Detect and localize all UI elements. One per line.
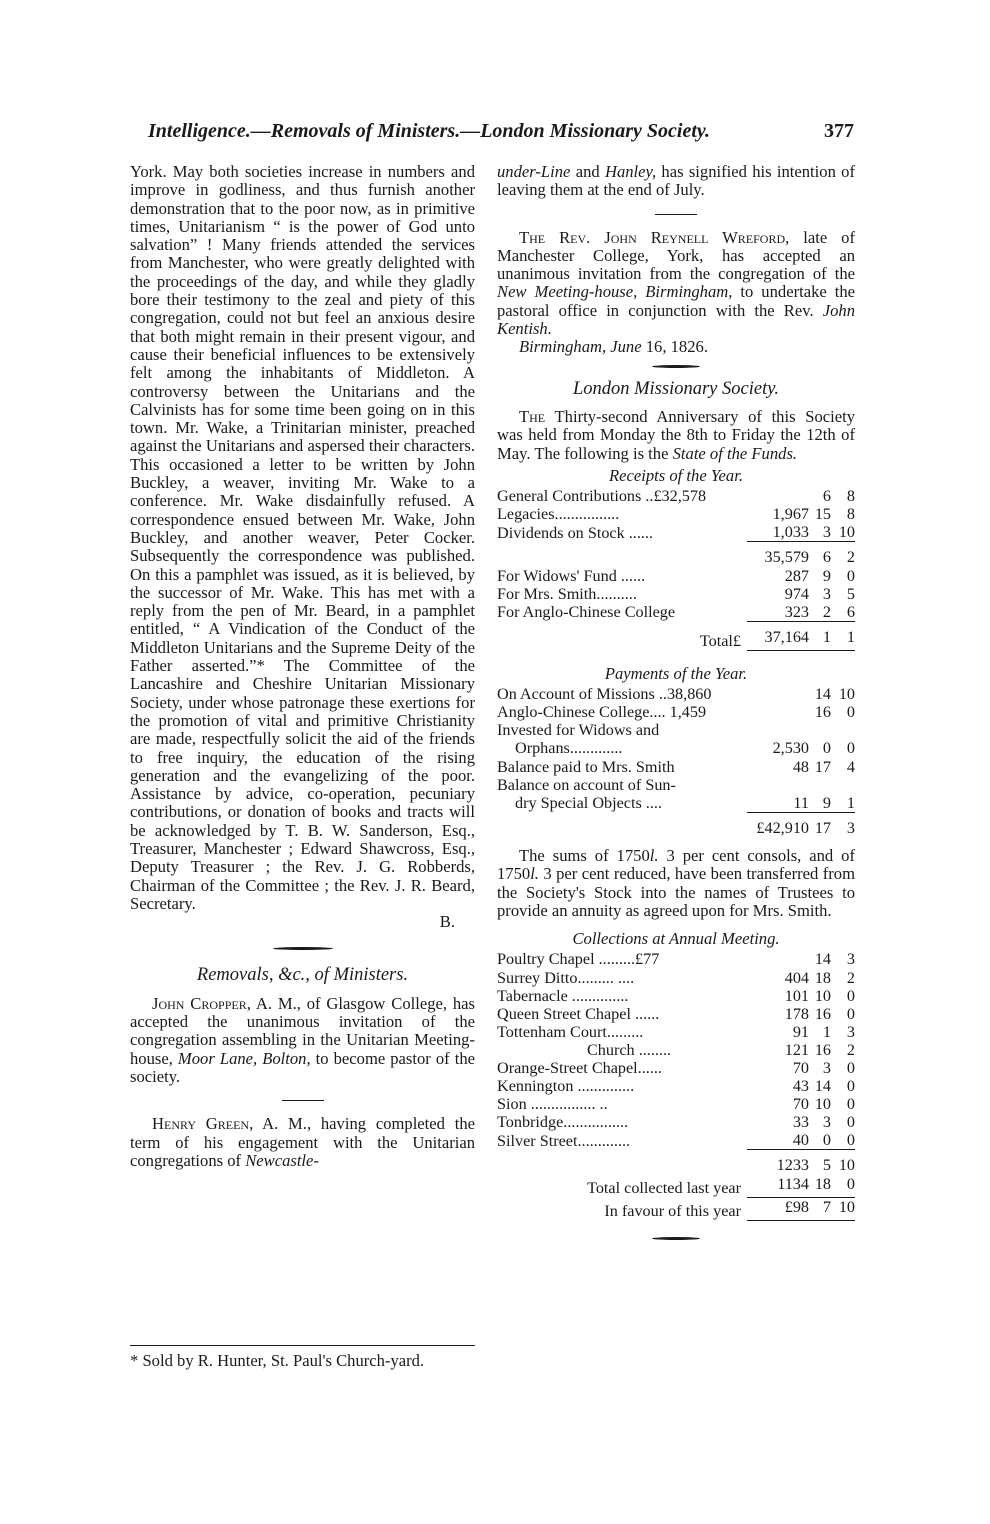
running-title: Intelligence.—Removals of Ministers.—London Missionary Society. [148, 120, 711, 142]
wreford-name: The Rev. John Reynell Wreford, [519, 227, 790, 247]
table-row [497, 542, 855, 567]
amount-pence: 10 [838, 523, 855, 542]
amount-shillings: 14 [814, 950, 831, 969]
table-row [497, 1005, 855, 1023]
green-place-cont: under-Line [497, 162, 571, 181]
cropper-name: John Cropper, [152, 993, 251, 1013]
amount-pounds: 43 [792, 1077, 809, 1096]
amount-shillings: 3 [822, 523, 831, 542]
row-label: Total£ [699, 632, 741, 651]
row-label: Church ........ [587, 1040, 672, 1059]
amount-pounds: 33 [792, 1113, 809, 1132]
table-row [497, 1150, 855, 1175]
cropper-end: to become pastor of the society. [130, 1048, 476, 1086]
amount-pounds: 1134 [747, 1175, 809, 1198]
table-row [497, 1113, 855, 1131]
amount-pence: 10 [831, 1197, 855, 1220]
table-row [497, 621, 855, 650]
amount-shillings: 0 [822, 1131, 831, 1150]
amount-shillings: 9 [822, 793, 831, 812]
table-row [497, 1059, 855, 1077]
amount-shillings: 18 [809, 1175, 831, 1198]
amount-pence: 8 [846, 505, 855, 524]
amount-pence: 4 [846, 757, 855, 776]
amount-shillings: 16 [814, 1004, 831, 1023]
row-label: In favour of this year [604, 1202, 741, 1221]
amount-pence: 10 [831, 1150, 855, 1175]
amount-pence: 0 [846, 1059, 855, 1077]
dateline-place: Birmingham, June [519, 337, 642, 357]
receipts-title: Receipts of the Year. [609, 465, 743, 485]
green-end: has signified his intention of leaving them at the end of July. [497, 162, 855, 200]
amount-pounds: 37,164 [747, 621, 809, 650]
table-row [497, 794, 855, 813]
collections-table [497, 950, 855, 1220]
amount-pounds: 2,530 [772, 739, 809, 758]
amount-pence: 0 [846, 1113, 855, 1132]
section-ornament [652, 365, 700, 368]
amount-pence: 3 [846, 1022, 855, 1041]
amount-pounds: 70 [792, 1059, 809, 1077]
sums-l2: l. [530, 864, 539, 884]
amount-pence [831, 721, 855, 739]
amount-shillings: 14 [814, 1077, 831, 1096]
row-label: Anglo-Chinese College.... 1,459 [497, 703, 707, 722]
row-label: Kennington .............. [497, 1077, 635, 1096]
row-label: For Anglo-Chinese College [497, 603, 676, 622]
divider-rule [282, 1100, 324, 1101]
amount-pence: 3 [831, 812, 855, 837]
footnote-rule [130, 1345, 475, 1346]
amount-pence: 0 [846, 566, 855, 585]
row-label: Total collected last year [587, 1179, 741, 1198]
sums-text-1: The sums of 1750 [519, 845, 650, 865]
running-header [148, 120, 854, 143]
amount-pounds: 70 [792, 1095, 809, 1114]
amount-shillings: 3 [822, 1113, 831, 1132]
amount-pence: 8 [846, 487, 855, 506]
amount-pounds: 1233 [747, 1150, 809, 1175]
amount-shillings: 5 [809, 1150, 831, 1175]
green-and: and [570, 162, 605, 181]
table-row [497, 523, 855, 542]
table-row [497, 1175, 855, 1198]
amount-shillings [809, 776, 831, 794]
amount-shillings [809, 721, 831, 739]
table-row [497, 703, 855, 721]
amount-pence: 1 [846, 793, 855, 812]
table-row [497, 1095, 855, 1113]
amount-shillings: 16 [814, 703, 831, 722]
green-text: A. M., having completed the term of his engagement with the Unitarian congregations of [130, 1114, 475, 1170]
table-row [497, 950, 855, 968]
amount-pence [831, 776, 855, 794]
row-label: General Contributions ..£32,578 [497, 487, 707, 506]
row-label: Orange-Street Chapel...... [497, 1059, 662, 1077]
amount-pounds: 121 [784, 1040, 809, 1059]
amount-pounds: £98 [747, 1197, 809, 1220]
amount-pounds: 1,033 [772, 523, 809, 542]
sums-text-3: 3 per cent reduced, have been transferred from the Society's Stock into the names of Trustees to provide an annuity as agreed upon for Mrs. Smith. [497, 864, 855, 920]
table-row [497, 1023, 855, 1041]
amount-pence: 0 [846, 739, 855, 758]
row-label: For Mrs. Smith.......... [497, 584, 637, 603]
amount-pence: 0 [846, 986, 855, 1005]
amount-shillings: 3 [822, 1059, 831, 1077]
amount-shillings: 15 [814, 505, 831, 524]
row-label: Silver Street............. [497, 1131, 631, 1150]
lms-intro [497, 408, 855, 463]
amount-pounds: 91 [792, 1022, 809, 1041]
amount-shillings: 10 [814, 1095, 831, 1114]
left-column [130, 163, 475, 1170]
amount-shillings: 16 [814, 1040, 831, 1059]
wreford-text2: to undertake the pastoral office in conjunction with the Rev. [497, 282, 856, 320]
table-row [497, 1131, 855, 1150]
table-row [497, 969, 855, 987]
receipts-table [497, 487, 855, 651]
signature: B. [439, 912, 455, 932]
table-row [497, 567, 855, 585]
lms-intro-caps: The [519, 406, 546, 426]
amount-pounds [747, 950, 809, 968]
cropper-paragraph [130, 995, 475, 1086]
row-label: Tottenham Court......... [497, 1022, 644, 1041]
table-row [497, 603, 855, 622]
row-label: Sion ................ .. [497, 1095, 608, 1114]
row-label: Legacies................ [497, 505, 620, 524]
page-number: 377 [824, 120, 854, 142]
amount-shillings: 0 [822, 739, 831, 758]
amount-shillings: 9 [822, 566, 831, 585]
wreford-text: late of Manchester College, York, has accepted an unanimous invitation from the congregation of the [497, 227, 856, 284]
amount-pounds: 11 [793, 793, 809, 812]
amount-shillings: 18 [814, 968, 831, 987]
amount-pounds: £42,910 [747, 812, 809, 837]
amount-pounds: 974 [784, 584, 809, 603]
wreford-rev: John Kentish. [497, 300, 855, 339]
dateline-date: 16, 1826. [641, 337, 708, 357]
amount-shillings: 17 [809, 812, 831, 837]
amount-shillings: 7 [809, 1197, 831, 1220]
row-label: Dividends on Stock ...... [497, 523, 654, 542]
amount-pounds: 1,967 [772, 505, 809, 524]
footnote: * Sold by R. Hunter, St. Paul's Church-yard. [130, 1351, 425, 1370]
amount-pence: 5 [846, 584, 855, 603]
amount-pounds: 40 [792, 1131, 809, 1150]
payments-title: Payments of the Year. [604, 663, 748, 683]
amount-pounds: 35,579 [747, 542, 809, 567]
amount-pounds [747, 721, 809, 739]
lms-title: London Missionary Society. [572, 378, 780, 399]
amount-pounds: 287 [784, 566, 809, 585]
table-row [497, 739, 855, 757]
row-label: Orphans............. [515, 739, 623, 758]
row-label: Poultry Chapel .........£77 [497, 950, 660, 969]
amount-shillings: 1 [809, 621, 831, 650]
table-row [497, 987, 855, 1005]
amount-shillings: 6 [809, 542, 831, 567]
table-row [497, 758, 855, 776]
dateline [497, 338, 855, 356]
amount-pounds [747, 685, 809, 703]
row-label [497, 1150, 747, 1175]
table-row [497, 812, 855, 837]
end-ornament [652, 1237, 700, 1240]
wreford-place: New Meeting-house, Birmingham, [497, 282, 733, 302]
amount-pence: 6 [846, 602, 855, 621]
table-row [497, 1077, 855, 1095]
green-place2: Hanley, [604, 162, 657, 181]
row-label: For Widows' Fund ...... [497, 566, 646, 585]
amount-pounds: 101 [784, 986, 809, 1005]
amount-shillings: 10 [814, 986, 831, 1005]
row-label: Tonbridge................ [497, 1113, 629, 1132]
amount-pence: 0 [846, 1004, 855, 1023]
amount-pence: 3 [846, 950, 855, 969]
sums-l1: l. [649, 845, 659, 865]
sums-paragraph [497, 847, 855, 920]
amount-pounds [747, 703, 809, 721]
divider-rule [655, 214, 697, 215]
amount-pence: 0 [846, 703, 855, 722]
table-row [497, 1041, 855, 1059]
amount-shillings: 3 [822, 584, 831, 603]
amount-shillings: 2 [822, 602, 831, 621]
row-label: Invested for Widows and [497, 721, 660, 740]
amount-pence: 0 [831, 1175, 855, 1198]
amount-pence: 0 [846, 1131, 855, 1150]
amount-pounds: 178 [784, 1004, 809, 1023]
amount-shillings: 1 [822, 1022, 831, 1041]
collections-title: Collections at Annual Meeting. [572, 929, 780, 949]
green-paragraph [130, 1115, 475, 1170]
row-label [497, 542, 747, 567]
row-label: Balance on account of Sun- [497, 775, 676, 794]
amount-pounds: 48 [792, 757, 809, 776]
row-label [497, 812, 747, 837]
table-row [497, 487, 855, 505]
green-name: Henry Green, [152, 1114, 254, 1134]
green-place: Newcastle- [245, 1150, 319, 1170]
amount-pence: 1 [831, 621, 855, 650]
amount-shillings: 14 [814, 685, 831, 704]
payments-table [497, 685, 855, 837]
cropper-text: A. M., of Glasgow College, has accepted the unanimous invitation of the congregation assembling in the Unitarian Meeting-house, [130, 993, 475, 1068]
section-ornament [273, 947, 333, 950]
row-label: On Account of Missions ..38,860 [497, 685, 712, 704]
lms-intro-text: Thirty-second Anniversary of this Society was held from Monday the 8th to Friday the 12th of May. The following is the [497, 406, 855, 463]
table-row [497, 721, 855, 739]
table-row [497, 505, 855, 523]
amount-pounds [747, 776, 809, 794]
table-row [497, 1197, 855, 1220]
row-label: Balance paid to Mrs. Smith [497, 757, 675, 776]
cropper-place: Moor Lane, Bolton, [177, 1048, 311, 1068]
right-column [497, 163, 855, 1256]
table-row [497, 685, 855, 703]
table-row [497, 776, 855, 794]
amount-pence: 0 [846, 1077, 855, 1096]
amount-pence: 2 [846, 1040, 855, 1059]
amount-pounds: 323 [784, 602, 809, 621]
wreford-paragraph [497, 229, 855, 339]
amount-pence: 0 [846, 1095, 855, 1114]
row-label: Tabernacle .............. [497, 986, 629, 1005]
amount-pence: 10 [838, 685, 855, 704]
lms-intro-italic: State of the Funds. [672, 443, 798, 463]
amount-pence: 2 [846, 968, 855, 987]
green-continuation [497, 163, 855, 200]
table-row [497, 585, 855, 603]
row-label: dry Special Objects .... [515, 794, 662, 813]
amount-pounds [747, 487, 809, 505]
amount-pounds: 404 [784, 968, 809, 987]
sums-text-2: 3 per cent consols, and of 1750 [497, 845, 855, 884]
amount-shillings: 17 [814, 757, 831, 776]
amount-shillings: 6 [822, 487, 831, 506]
amount-pence: 2 [831, 542, 855, 567]
removals-title: Removals, &c., of Ministers. [196, 965, 409, 986]
row-label: Queen Street Chapel ...... [497, 1004, 660, 1023]
row-label: Surrey Ditto......... .... [497, 968, 635, 987]
middleton-paragraph: York. May both societies increase in numbers and improve in godliness, and thus furnish another demonstration that to the poor now, as in primitive times, Unitarianism “ is the power of God unto salvation” ! Many friends attended the services from Manchester, who were greatly delighted with the proceedings of the day, and while they gladly bore their testimony to the zeal and piety of this congregation, could not but feel an anxious desire that both might remain in their present vigour, and cause their beneficial influences to be extensively felt among the inhabitants of Middleton. A controversy between the Unitarians and the Calvinists has for some time been going on in this town. Mr. Wake, a Trinitarian minister, preached against the Unitarians and aspersed their characters. This occasioned a letter to be written by John Buckley, a weaver, inviting Mr. Wake to a conference. Mr. Wake disdainfully refused. A correspondence ensued between Mr. Wake, John Buckley, and another weaver, Peter Cocker. Subsequently the correspondence was published. On this a pamphlet was issued, as it is believed, by the successor of Mr. Wake. This has met with a reply from the pen of Mr. Beard, in a pamphlet entitled, “ A Vindication of the Conduct of the Middleton Unitarians and the Supreme Deity of the Father asserted.”* The Committee of the Lancashire and Cheshire Unitarian Missionary Society, under whose patronage these exertions for the promotion of vital and primitive Christianity are made, respectfully solicit the aid of the friends to free inquiry, the education of the rising generation and the evangelizing of the poor. Assistance by advice, co-operation, pecuniary contributions, or donation of books and tracts will be acknowledged by T. B. W. Sanderson, Esq., Treasurer, Manchester ; Edward Shawcross, Esq., Deputy Treasurer ; the Rev. J. G. Robberds, Chairman of the Committee ; the Rev. J. R. Beard, Secretary. [130, 162, 475, 913]
